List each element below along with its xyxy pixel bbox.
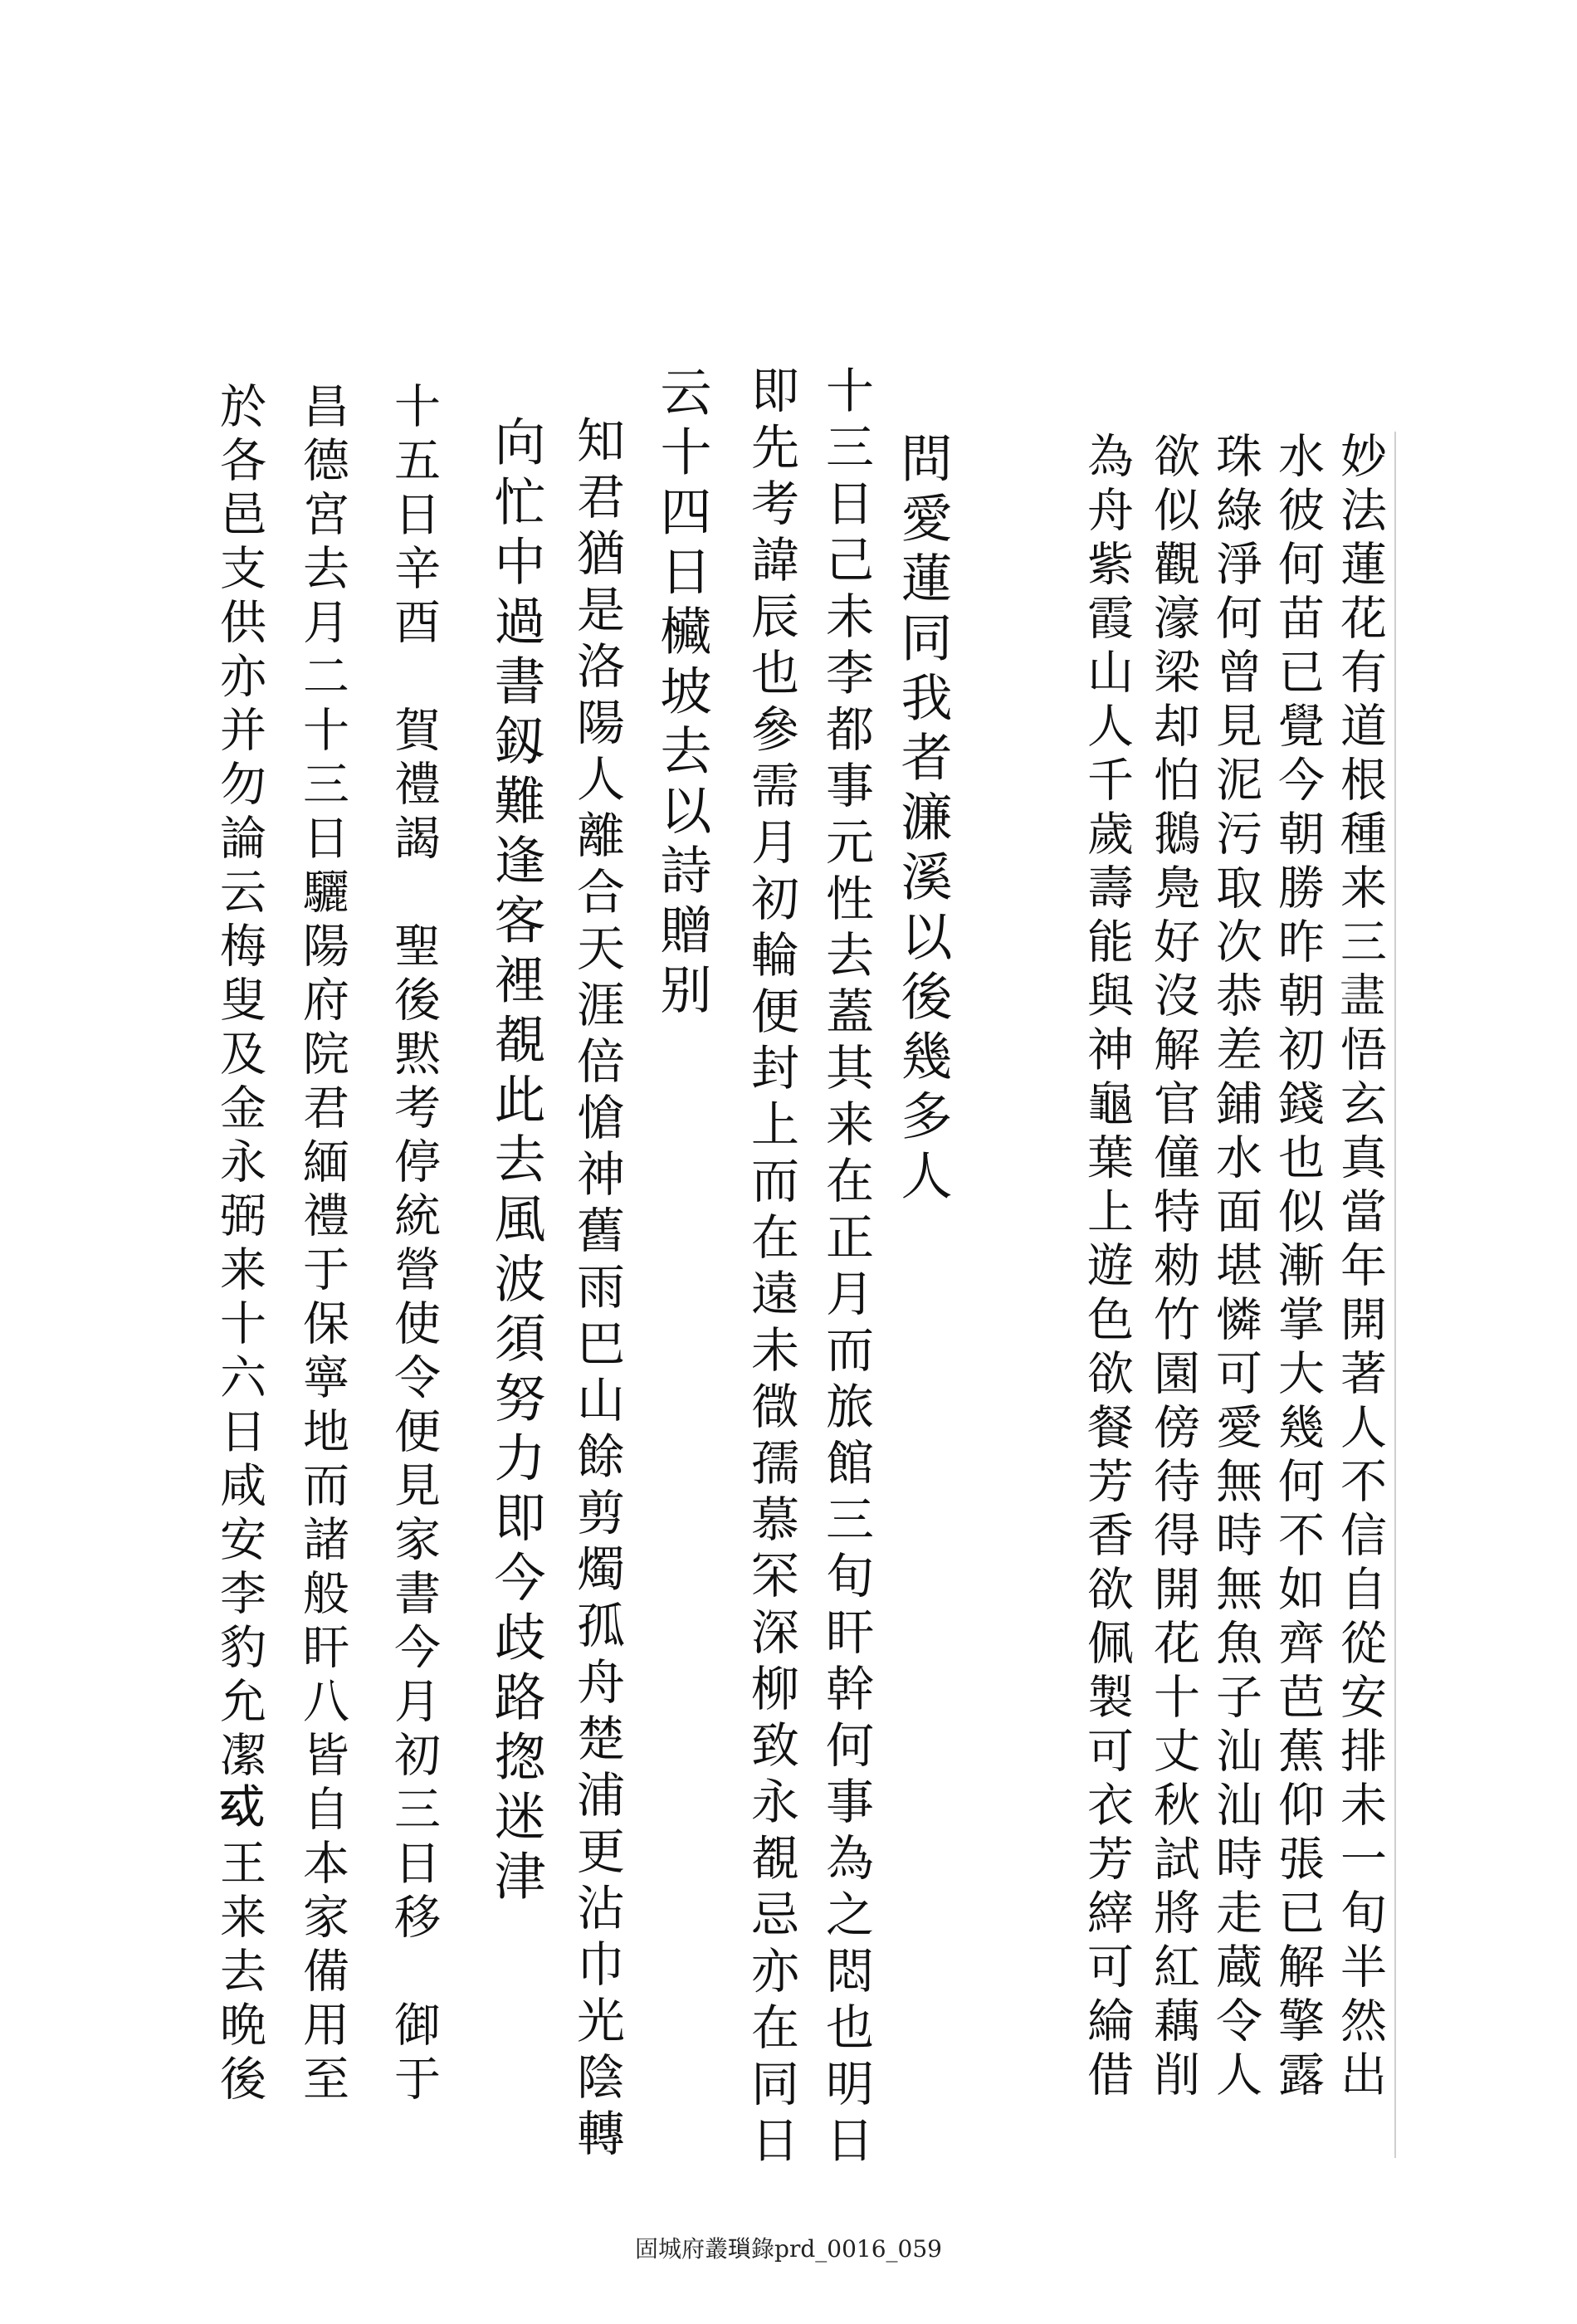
- text-column-7: 十三日己未李都事元性去蓋其来在正月而旅館三旬盰幹何事為之悶也明日: [818, 365, 874, 2171]
- text-column-11: 向忙中過書釼難逢客裡覩此去風波須努力即今歧路揔迷津: [486, 415, 546, 1909]
- text-column-4: 欲似觀濠梁却怕鵝鳧好沒解官僮特勑竹園傍待得開花十丈秋試將紅藕削: [1146, 432, 1200, 2104]
- text-column-6: 問愛蓮同我者濂溪以後幾多人: [892, 432, 953, 1208]
- column-divider-line: [1394, 432, 1396, 2158]
- page-footer-caption: 固城府叢𤨏錄prd_0016_059: [635, 2235, 942, 2263]
- text-column-3: 珠綠淨何曾見泥污取次恭差鋪水面堪憐可愛無時無魚子汕汕時走蔵令人: [1208, 432, 1262, 2104]
- text-column-13: 昌德宮去月二十三日驪陽府院君緬禮于保寧地而諸般盰八皆自本家備用至: [295, 382, 349, 2108]
- text-column-10: 知君猶是洛陽人離合天涯倍愴神舊雨巴山餘剪燭孤舟楚浦更沾巾光陰轉: [569, 415, 625, 2165]
- text-column-1: 妙法蓮花有道根種来三𥁞悟玄真當年開著人不信自從安排未一旬半然出: [1333, 432, 1387, 2104]
- text-column-14: 於各邑支供亦并勿論云梅叟及金永弼来十六日咸安李豹允㓗𢦙王来去晩後: [212, 382, 266, 2108]
- text-column-9: 云十四日欌坡去以詩贈别: [652, 365, 712, 1023]
- text-column-12: 十五日辛酉 賀禮謁 聖後黙考停統營使令便見家書今月初三日移 御于: [387, 382, 441, 2108]
- text-column-5: 為舟紫霞山人千歲壽能與神龜葉上遊色欲餐芳香欲佩製可衣芳縡可綸借: [1080, 432, 1134, 2104]
- text-column-8: 即先考諱辰也參需月初輪便封上而在遠未㣲孺慕罙深柳致永覩忌亦在同日: [743, 365, 799, 2171]
- text-column-2: 水彼何苗已覺今朝勝昨朝初錢也似漸掌大幾何不如齊芭蕉仰張已解擎露: [1271, 432, 1325, 2104]
